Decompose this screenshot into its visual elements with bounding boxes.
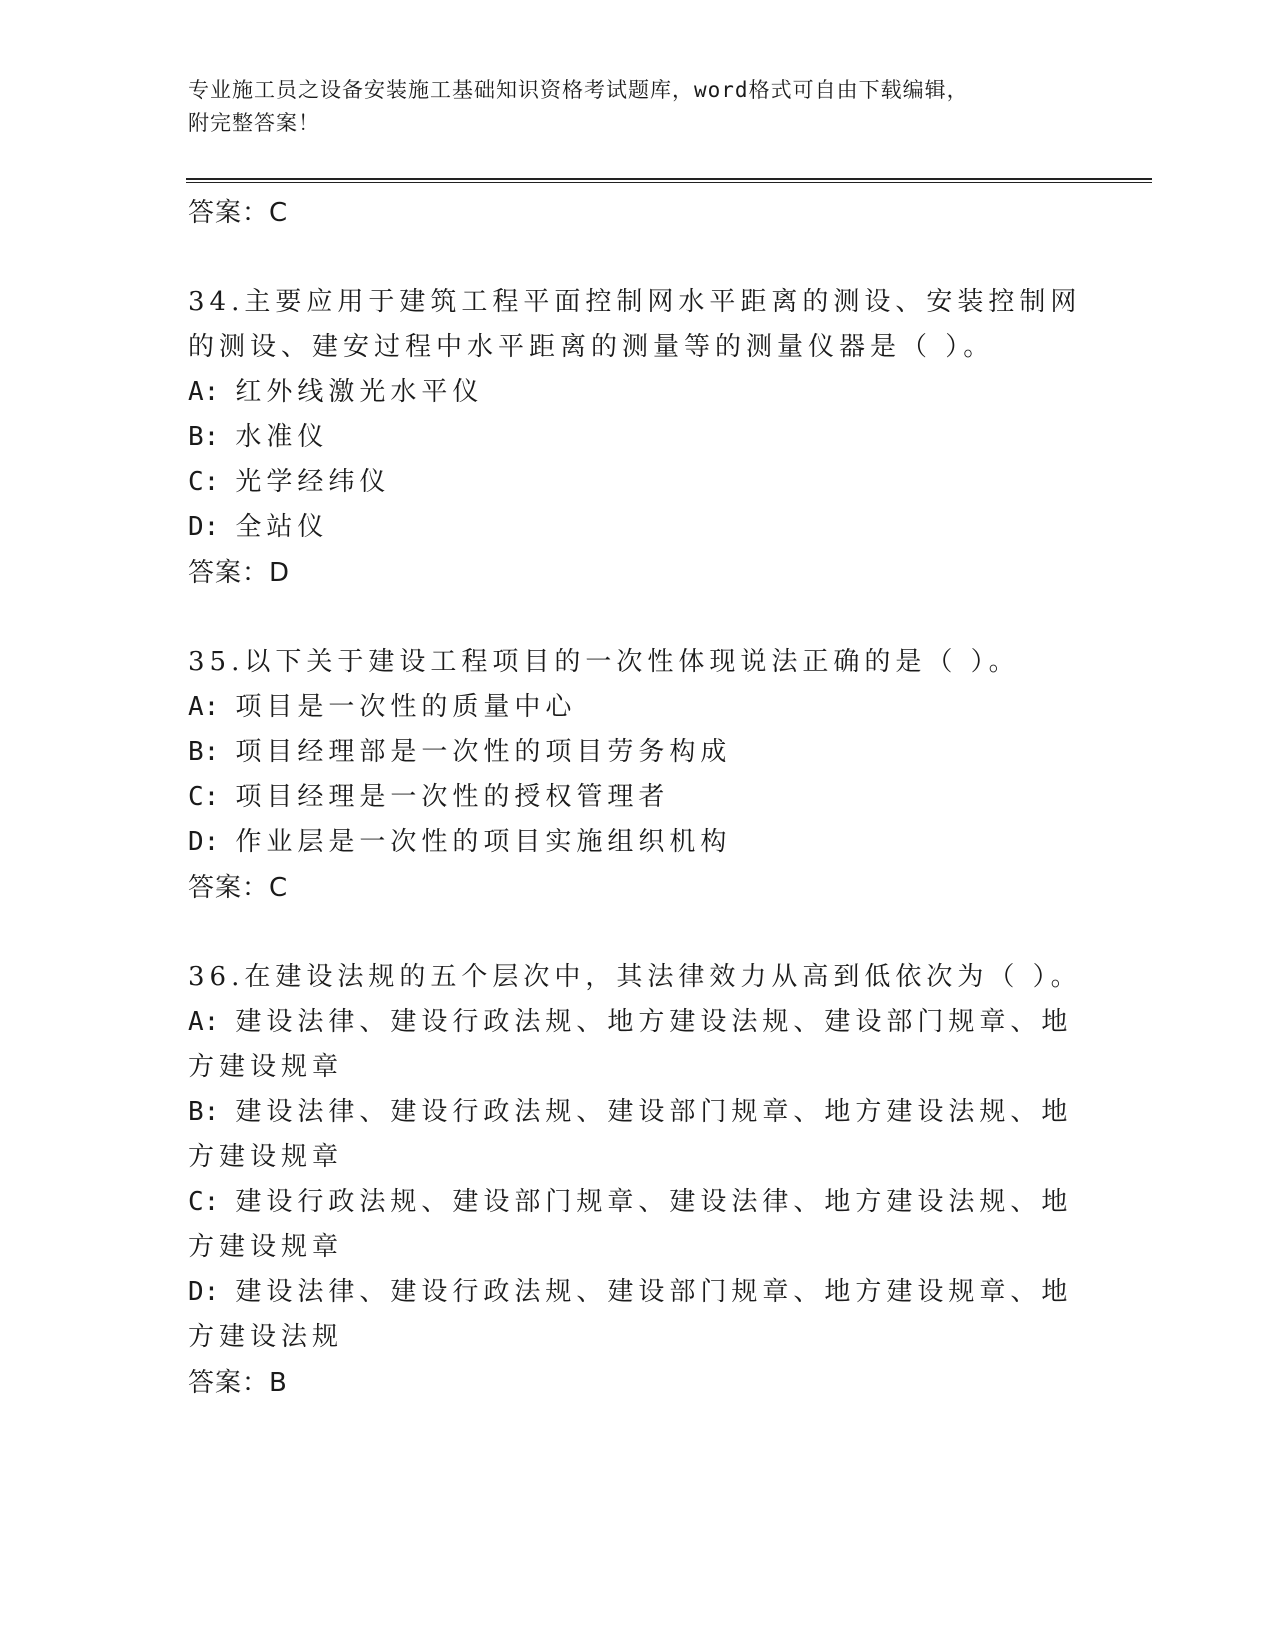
question-34 <box>188 280 1088 596</box>
question-36 <box>188 955 1088 1406</box>
previous-answer: 答案：C <box>188 198 289 228</box>
option-b <box>188 415 1088 460</box>
option-text: 作业层是一次性的项目实施组织机构 <box>235 827 732 857</box>
option-c <box>188 775 1088 820</box>
option-text: 光学经纬仪 <box>235 467 391 497</box>
option-letter: C: <box>188 467 220 497</box>
option-letter: B: <box>188 422 220 452</box>
page-content <box>188 190 1088 1406</box>
option-letter: A: <box>188 1007 220 1037</box>
option-d <box>188 505 1088 550</box>
option-text: 建设法律、建设行政法规、建设部门规章、地方建设法规、地方建设规章 <box>188 1097 1073 1172</box>
option-text: 全站仪 <box>235 512 329 542</box>
option-text: 项目经理部是一次性的项目劳务构成 <box>235 737 732 767</box>
header-line-1: 专业施工员之设备安装施工基础知识资格考试题库，word格式可自由下载编辑， <box>188 78 969 102</box>
option-letter: B: <box>188 737 220 767</box>
option-d <box>188 820 1088 865</box>
option-letter: B: <box>188 1097 220 1127</box>
question-stem: 35.以下关于建设工程项目的一次性体现说法正确的是（ ）。 <box>188 647 1020 677</box>
page-header <box>188 74 1068 140</box>
question-stem: 36.在建设法规的五个层次中，其法律效力从高到低依次为（ ）。 <box>188 962 1082 992</box>
option-text: 红外线激光水平仪 <box>235 377 484 407</box>
option-letter: D: <box>188 512 220 542</box>
option-letter: C: <box>188 782 220 812</box>
option-letter: D: <box>188 1277 220 1307</box>
option-text: 项目经理是一次性的授权管理者 <box>235 782 670 812</box>
question-stem: 34.主要应用于建筑工程平面控制网水平距离的测设、安装控制网的测设、建安过程中水平距离的测量等的测量仪器是（ ）。 <box>188 287 1082 362</box>
option-text: 建设法律、建设行政法规、建设部门规章、地方建设规章、地方建设法规 <box>188 1277 1073 1352</box>
question-35 <box>188 640 1088 911</box>
option-text: 建设行政法规、建设部门规章、建设法律、地方建设法规、地方建设规章 <box>188 1187 1073 1262</box>
header-divider <box>186 178 1152 183</box>
option-c <box>188 1180 1088 1270</box>
question-answer: 答案：C <box>188 873 289 903</box>
option-c <box>188 460 1088 505</box>
option-a <box>188 685 1088 730</box>
option-b <box>188 730 1088 775</box>
option-d <box>188 1270 1088 1360</box>
option-text: 项目是一次性的质量中心 <box>235 692 577 722</box>
question-answer: 答案：B <box>188 1368 288 1398</box>
option-a <box>188 370 1088 415</box>
option-b <box>188 1090 1088 1180</box>
header-line-2: 附完整答案！ <box>188 111 320 135</box>
option-a <box>188 1000 1088 1090</box>
option-letter: C: <box>188 1187 220 1217</box>
option-letter: A: <box>188 377 220 407</box>
option-text: 建设法律、建设行政法规、地方建设法规、建设部门规章、地方建设规章 <box>188 1007 1073 1082</box>
option-letter: A: <box>188 692 220 722</box>
option-text: 水准仪 <box>235 422 329 452</box>
question-answer: 答案：D <box>188 558 291 588</box>
option-letter: D: <box>188 827 220 857</box>
